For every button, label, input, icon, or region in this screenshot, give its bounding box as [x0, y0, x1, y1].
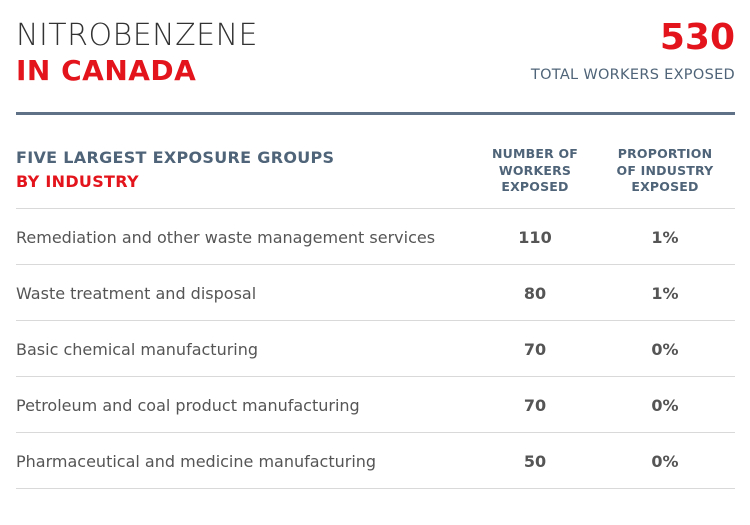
proportion-exposed-value: 0% — [651, 395, 679, 415]
workers-exposed-value: 70 — [523, 339, 547, 359]
table-row — [16, 208, 735, 264]
industry-name: Remediation and other waste management services — [16, 227, 436, 247]
industry-name: Petroleum and coal product manufacturing — [16, 395, 360, 415]
table-row — [16, 432, 735, 489]
page-title-line2: IN CANADA — [16, 54, 197, 87]
proportion-exposed-value: 1% — [651, 227, 679, 247]
proportion-exposed-value: 1% — [651, 283, 679, 303]
column-header-workers-line: WORKERS — [498, 162, 572, 178]
column-header-proportion — [595, 146, 735, 196]
page-title-line1: NITROBENZENE — [16, 18, 259, 53]
column-header-proportion-line: EXPOSED — [631, 179, 699, 194]
column-header-proportion-line: OF INDUSTRY — [616, 162, 714, 178]
proportion-exposed-value: 0% — [651, 339, 679, 359]
industry-name: Basic chemical manufacturing — [16, 339, 259, 359]
table-row — [16, 264, 735, 320]
header-divider — [16, 112, 735, 115]
workers-exposed-value: 110 — [518, 227, 552, 247]
group-title-line2: BY INDUSTRY — [16, 172, 139, 191]
industry-table — [16, 208, 735, 489]
total-workers-label: TOTAL WORKERS EXPOSED — [530, 67, 735, 83]
table-row — [16, 320, 735, 376]
header — [16, 18, 735, 90]
table-header — [16, 140, 735, 208]
workers-exposed-value: 50 — [523, 451, 547, 471]
total-workers-value: 530 — [659, 17, 735, 58]
workers-exposed-value: 70 — [523, 395, 547, 415]
column-header-proportion-line: PROPORTION — [617, 146, 713, 161]
industry-name: Pharmaceutical and medicine manufacturing — [16, 451, 377, 471]
group-title-line1: FIVE LARGEST EXPOSURE GROUPS — [16, 148, 335, 167]
column-header-workers-line: EXPOSED — [501, 179, 569, 194]
column-header-workers — [465, 146, 605, 196]
column-header-workers-line: NUMBER OF — [491, 146, 579, 161]
workers-exposed-value: 80 — [523, 283, 547, 303]
proportion-exposed-value: 0% — [651, 451, 679, 471]
table-row — [16, 376, 735, 432]
industry-name: Waste treatment and disposal — [16, 283, 257, 303]
